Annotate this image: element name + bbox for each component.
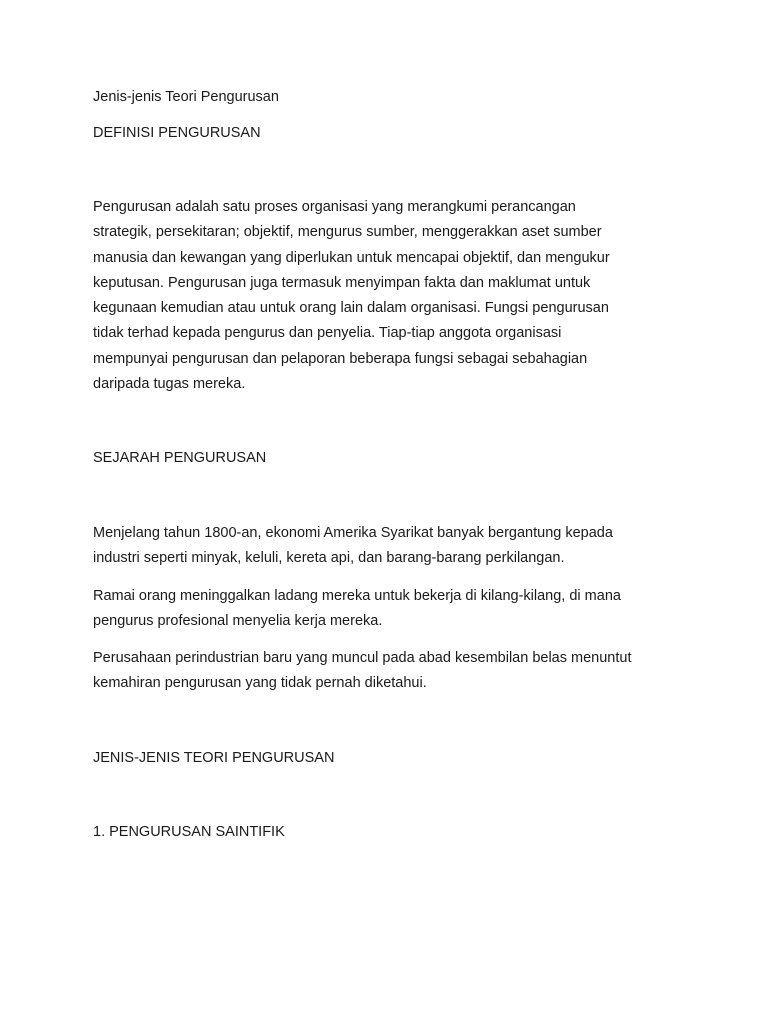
paragraph-line: mempunyai pengurusan dan pelaporan beberapa fungsi sebagai sebahagian (93, 350, 588, 367)
paragraph-line: manusia dan kewangan yang diperlukan untuk mencapai objektif, dan mengukur (93, 249, 610, 266)
document-title: Jenis-jenis Teori Pengurusan (93, 89, 279, 105)
heading-sejarah: SEJARAH PENGURUSAN (93, 450, 267, 466)
paragraph-line: industri seperti minyak, keluli, kereta api, dan barang-barang perkilangan. (93, 550, 565, 567)
paragraph-line: strategik, persekitaran; objektif, mengurus sumber, menggerakkan aset sumber (93, 224, 602, 241)
paragraph-line: Menjelang tahun 1800-an, ekonomi Amerika Syarikat banyak bergantung kepada (93, 525, 613, 541)
paragraph-sejarah-1 (93, 521, 693, 572)
paragraph-line: Pengurusan adalah satu proses organisasi yang merangkumi perancangan (93, 199, 576, 215)
paragraph-line: kegunaan kemudian atau untuk orang lain dalam organisasi. Fungsi pengurusan (93, 300, 609, 317)
heading-jenis: JENIS-JENIS TEORI PENGURUSAN (93, 750, 335, 766)
paragraph-line: keputusan. Pengurusan juga termasuk menyimpan fakta dan maklumat untuk (93, 274, 591, 291)
heading-definisi: DEFINISI PENGURUSAN (93, 125, 261, 141)
paragraph-line: tidak terhad kepada pengurus dan penyelia. Tiap-tiap anggota organisasi (93, 325, 562, 342)
paragraph-sejarah-3 (93, 646, 693, 697)
paragraph-line: daripada tugas mereka. (93, 376, 246, 393)
paragraph-sejarah-2 (93, 584, 693, 635)
paragraph-line: pengurus profesional menyelia kerja mereka. (93, 613, 383, 630)
paragraph-line: kemahiran pengurusan yang tidak pernah diketahui. (93, 675, 427, 692)
paragraph-line: Perusahaan perindustrian baru yang muncul pada abad kesembilan belas menuntut (93, 650, 632, 666)
paragraph-definisi (93, 195, 693, 397)
heading-saintifik: 1. PENGURUSAN SAINTIFIK (93, 824, 285, 840)
paragraph-line: Ramai orang meninggalkan ladang mereka untuk bekerja di kilang-kilang, di mana (93, 588, 621, 604)
